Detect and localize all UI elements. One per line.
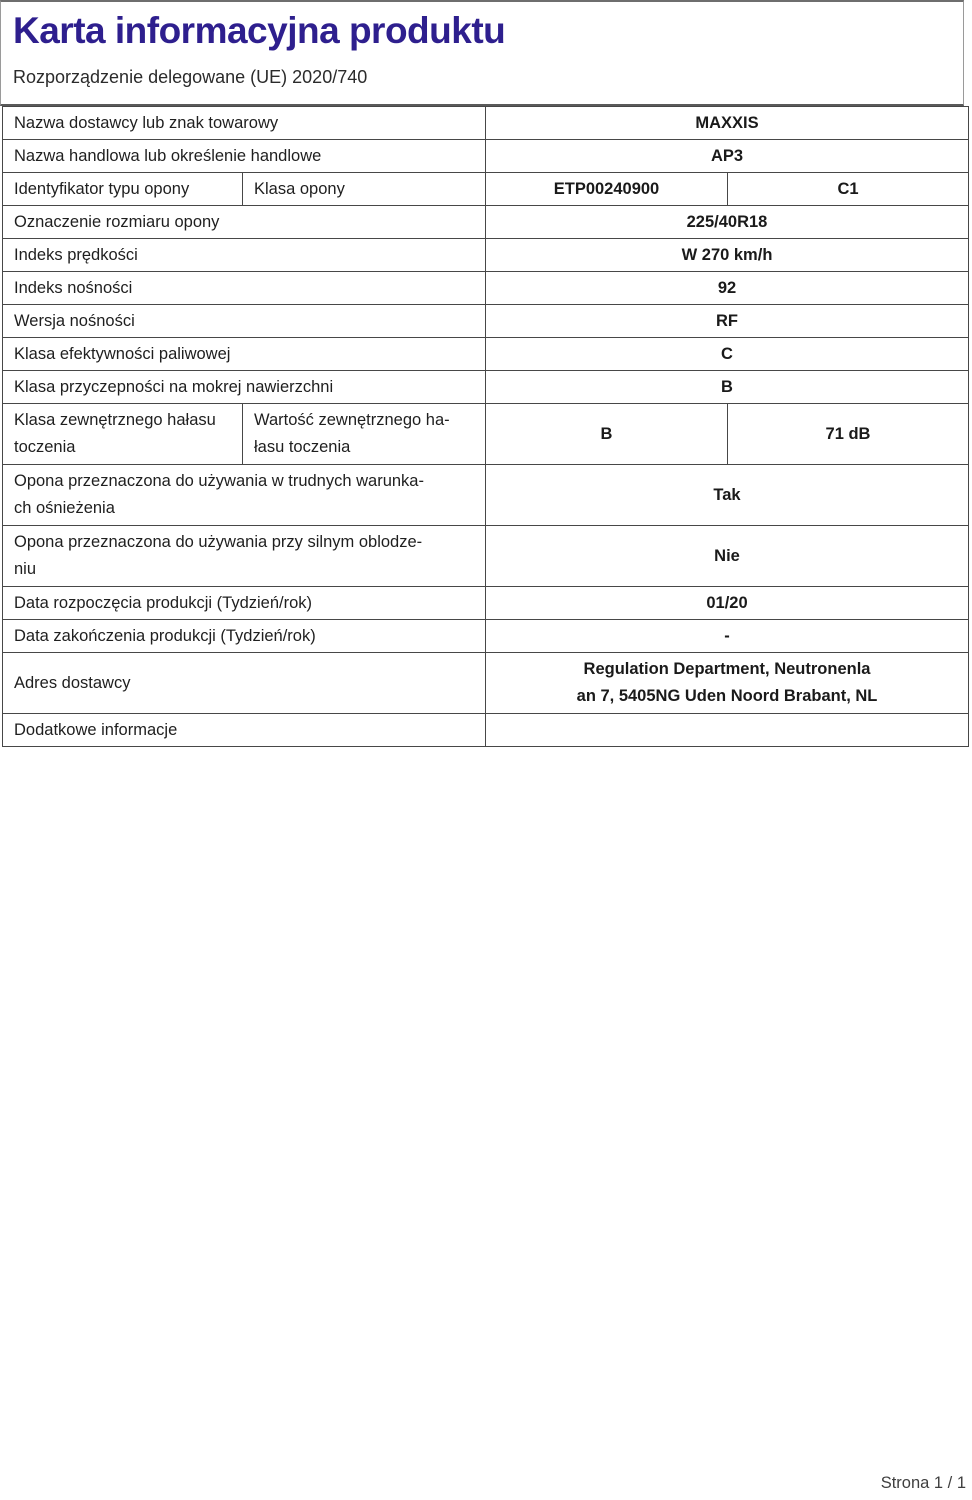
row-value-secondary: C1 [728,173,969,206]
row-label-secondary: Klasa opony [243,173,486,206]
row-label-line: Opona przeznaczona do używania w trudnych warunka- [14,472,424,490]
row-label-line: Wartość zewnętrznego ha- [254,411,450,429]
table-row [3,239,969,272]
table-row [3,620,969,653]
table-row [3,305,969,338]
regulation-subtitle: Rozporządzenie delegowane (UE) 2020/740 [13,67,368,87]
row-value: B [486,371,969,404]
row-label: Data rozpoczęcia produkcji (Tydzień/rok) [3,587,486,620]
row-value: Tak [486,465,969,526]
row-label [3,465,486,526]
row-value: 92 [486,272,969,305]
table-row [3,653,969,714]
page-title: Karta informacyjna produktu [13,10,506,51]
row-label: Adres dostawcy [3,653,486,714]
row-value: W 270 km/h [486,239,969,272]
row-value: 225/40R18 [486,206,969,239]
row-label: Identyfikator typu opony [3,173,243,206]
row-value: Nie [486,526,969,587]
row-value-line: Regulation Department, Neutronenla [583,660,871,678]
row-label: Klasa efektywności paliwowej [3,338,486,371]
row-value-secondary: 71 dB [728,404,969,465]
row-label: Wersja nośności [3,305,486,338]
row-value-line: an 7, 5405NG Uden Noord Brabant, NL [576,687,878,705]
row-value: C [486,338,969,371]
row-label-line: Opona przeznaczona do używania przy silnym oblodze- [14,533,423,551]
row-value [486,714,969,747]
row-label: Nazwa handlowa lub określenie handlowe [3,140,486,173]
table-row [3,272,969,305]
document-header [0,0,964,106]
row-label: Klasa przyczepności na mokrej nawierzchni [3,371,486,404]
table-row [3,107,969,140]
table-row [3,526,969,587]
row-value: RF [486,305,969,338]
table-row [3,465,969,526]
product-info-table [2,106,969,747]
row-label: Indeks prędkości [3,239,486,272]
row-value: MAXXIS [486,107,969,140]
table-row [3,587,969,620]
row-label: Data zakończenia produkcji (Tydzień/rok) [3,620,486,653]
row-label-line: toczenia [14,438,76,456]
row-label-line: łasu toczenia [254,438,351,456]
row-label: Oznaczenie rozmiaru opony [3,206,486,239]
row-label-secondary [243,404,486,465]
table-row [3,173,969,206]
row-label: Nazwa dostawcy lub znak towarowy [3,107,486,140]
row-value: ETP00240900 [486,173,728,206]
table-row [3,140,969,173]
row-label-line: niu [14,560,37,578]
row-value: - [486,620,969,653]
row-value: 01/20 [486,587,969,620]
row-value: AP3 [486,140,969,173]
row-label: Dodatkowe informacje [3,714,486,747]
row-label [3,526,486,587]
row-label: Indeks nośności [3,272,486,305]
table-row [3,206,969,239]
row-label-line: Klasa zewnętrznego hałasu [14,411,216,429]
page-number: Strona 1 / 1 [880,1474,966,1492]
table-row [3,714,969,747]
table-row [3,404,969,465]
row-label-line: ch ośnieżenia [14,499,115,517]
table-row [3,338,969,371]
row-value: B [486,404,728,465]
row-label [3,404,243,465]
table-row [3,371,969,404]
row-value [486,653,969,714]
